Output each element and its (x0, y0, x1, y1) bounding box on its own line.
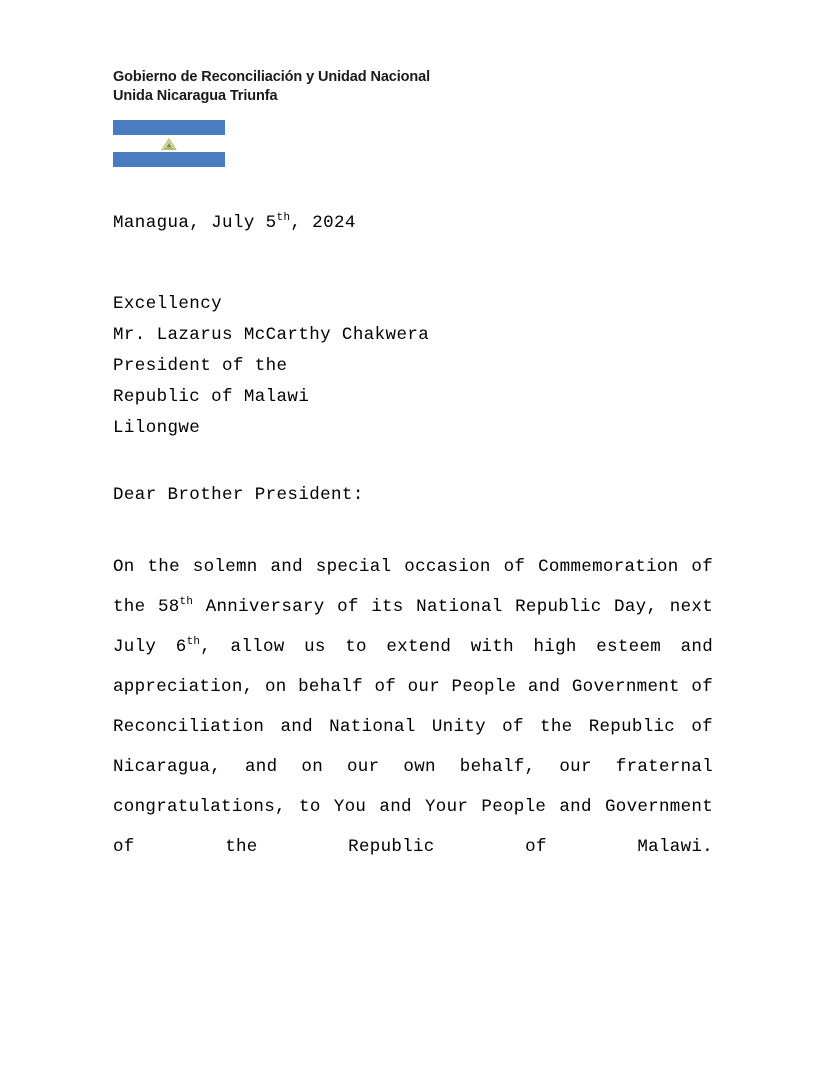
addressee-line: Mr. Lazarus McCarthy Chakwera (113, 325, 430, 345)
paragraph-segment-1: On the solemn and special occasion of Commemoration of the 58 (113, 557, 713, 617)
body-paragraph (113, 547, 713, 907)
dateline-ordinal: th (276, 212, 291, 225)
letterhead (113, 68, 733, 106)
addressee-line: Lilongwe (113, 418, 201, 438)
nicaragua-flag-icon (113, 120, 225, 167)
paragraph-segment-3: , allow us to extend with high esteem and appreciation, on behalf of our People and Government of Reconciliation and National Unity of the Republic of Nicaragua, and on our own behalf, our fraternal congratulations, to You and Your People and Government of the Republic of Malawi. (113, 637, 714, 857)
dateline-year: , 2024 (290, 213, 356, 233)
letter-body (113, 213, 733, 907)
addressee-line: Excellency (113, 294, 223, 314)
paragraph-segment-2: Anniversary of its National Republic Day, next July 6 (113, 597, 713, 657)
ordinal-6th: th (186, 636, 201, 649)
letterhead-line-2: Unida Nicaragua Triunfa (113, 88, 278, 104)
ordinal-58th: th (179, 596, 194, 609)
letterhead-line-1: Gobierno de Reconciliación y Unidad Nacional (113, 69, 431, 85)
addressee-line: President of the (113, 356, 288, 376)
flag-band-top (113, 120, 225, 135)
flag-emblem-icon (160, 136, 179, 151)
dateline (113, 213, 733, 233)
addressee-block (113, 289, 733, 444)
salutation: Dear Brother President: (113, 485, 364, 505)
flag-band-bottom (113, 152, 225, 167)
dateline-city: Managua, July 5 (113, 213, 277, 233)
addressee-line: Republic of Malawi (113, 387, 310, 407)
